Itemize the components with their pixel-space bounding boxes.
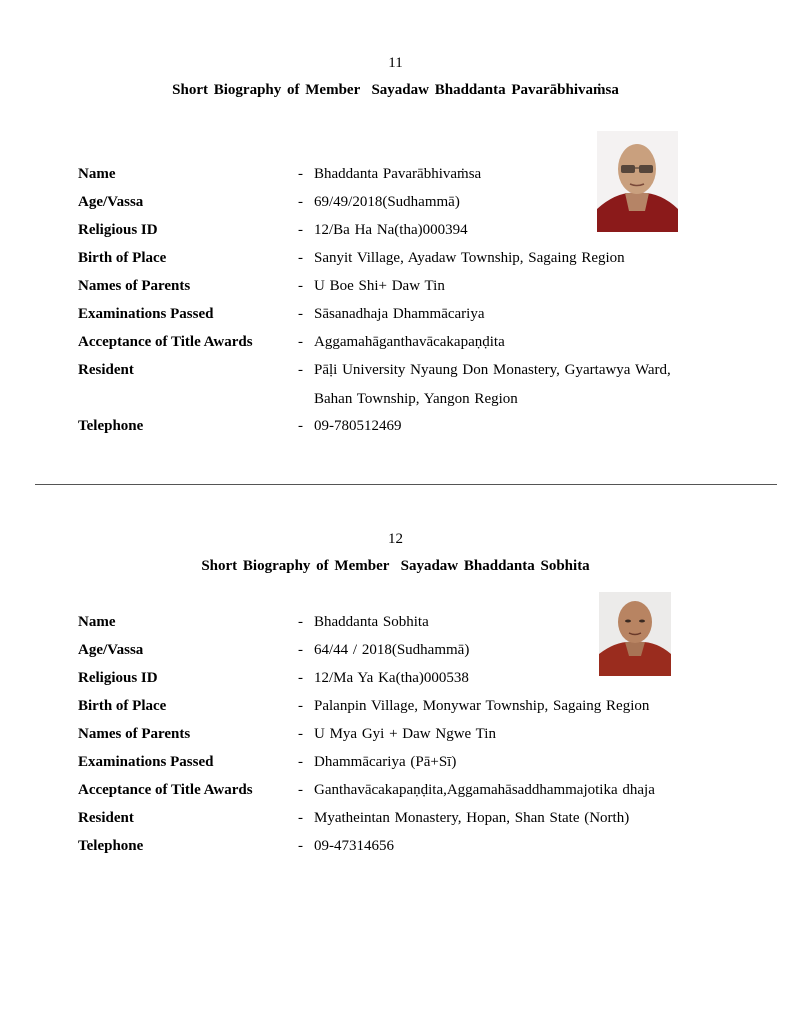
field-label: Telephone [78, 418, 144, 434]
separator: - [298, 838, 303, 854]
field-label: Religious ID [78, 670, 158, 686]
field-value: Palanpin Village, Monywar Township, Sagaing Region [314, 698, 650, 714]
field-value-continued: Bahan Township, Yangon Region [314, 391, 518, 407]
field-label: Birth of Place [78, 698, 167, 714]
separator: - [298, 222, 303, 238]
field-value: U Mya Gyi + Daw Ngwe Tin [314, 726, 496, 742]
field-label: Acceptance of Title Awards [78, 782, 253, 798]
separator: - [298, 194, 303, 210]
separator: - [298, 614, 303, 630]
field-value: Sāsanadhaja Dhammācariya [314, 306, 485, 322]
field-label: Resident [78, 810, 134, 826]
field-value: Ganthavācakapaṇḍita,Aggamahāsaddhammajotika dhaja [314, 782, 655, 798]
field-label: Birth of Place [78, 250, 167, 266]
field-value: 64/44 / 2018(Sudhammā) [314, 642, 470, 658]
separator: - [298, 166, 303, 182]
field-label: Resident [78, 362, 134, 378]
field-value: Pāḷi University Nyaung Don Monastery, Gyartawya Ward, [314, 362, 671, 378]
field-value: Bhaddanta Pavarābhivaṁsa [314, 166, 482, 182]
separator: - [298, 362, 303, 378]
separator: - [298, 810, 303, 826]
section-divider [35, 484, 777, 485]
field-value: 12/Ma Ya Ka(tha)000538 [314, 670, 469, 686]
field-label: Religious ID [78, 222, 158, 238]
field-label: Name [78, 614, 116, 630]
field-label: Examinations Passed [78, 306, 214, 322]
field-value: 12/Ba Ha Na(tha)000394 [314, 222, 468, 238]
field-value: Aggamahāganthavācakapaṇḍita [314, 334, 505, 350]
section-title: Short Biography of Member Sayadaw Bhaddanta Pavarābhivaṁsa [172, 82, 619, 98]
member-photo [597, 131, 678, 232]
separator: - [298, 250, 303, 266]
field-value: Dhammācariya (Pā+Sī) [314, 754, 457, 770]
member-photo [599, 592, 671, 676]
separator: - [298, 698, 303, 714]
field-value: Myatheintan Monastery, Hopan, Shan State (North) [314, 810, 630, 826]
field-value: 09-780512469 [314, 418, 402, 434]
field-value: Sanyit Village, Ayadaw Township, Sagaing Region [314, 250, 625, 266]
field-value: U Boe Shi+ Daw Tin [314, 278, 445, 294]
separator: - [298, 782, 303, 798]
separator: - [298, 726, 303, 742]
field-label: Telephone [78, 838, 144, 854]
separator: - [298, 670, 303, 686]
separator: - [298, 334, 303, 350]
field-label: Name [78, 166, 116, 182]
separator: - [298, 418, 303, 434]
field-label: Names of Parents [78, 278, 191, 294]
field-value: 69/49/2018(Sudhammā) [314, 194, 460, 210]
field-label: Acceptance of Title Awards [78, 334, 253, 350]
separator: - [298, 754, 303, 770]
field-label: Examinations Passed [78, 754, 214, 770]
section-number: 11 [388, 55, 403, 71]
field-value: 09-47314656 [314, 838, 394, 854]
field-label: Age/Vassa [78, 642, 144, 658]
separator: - [298, 642, 303, 658]
section-number: 12 [388, 531, 403, 547]
separator: - [298, 278, 303, 294]
section-title: Short Biography of Member Sayadaw Bhaddanta Sobhita [201, 558, 590, 574]
field-label: Age/Vassa [78, 194, 144, 210]
field-label: Names of Parents [78, 726, 191, 742]
field-value: Bhaddanta Sobhita [314, 614, 429, 630]
separator: - [298, 306, 303, 322]
